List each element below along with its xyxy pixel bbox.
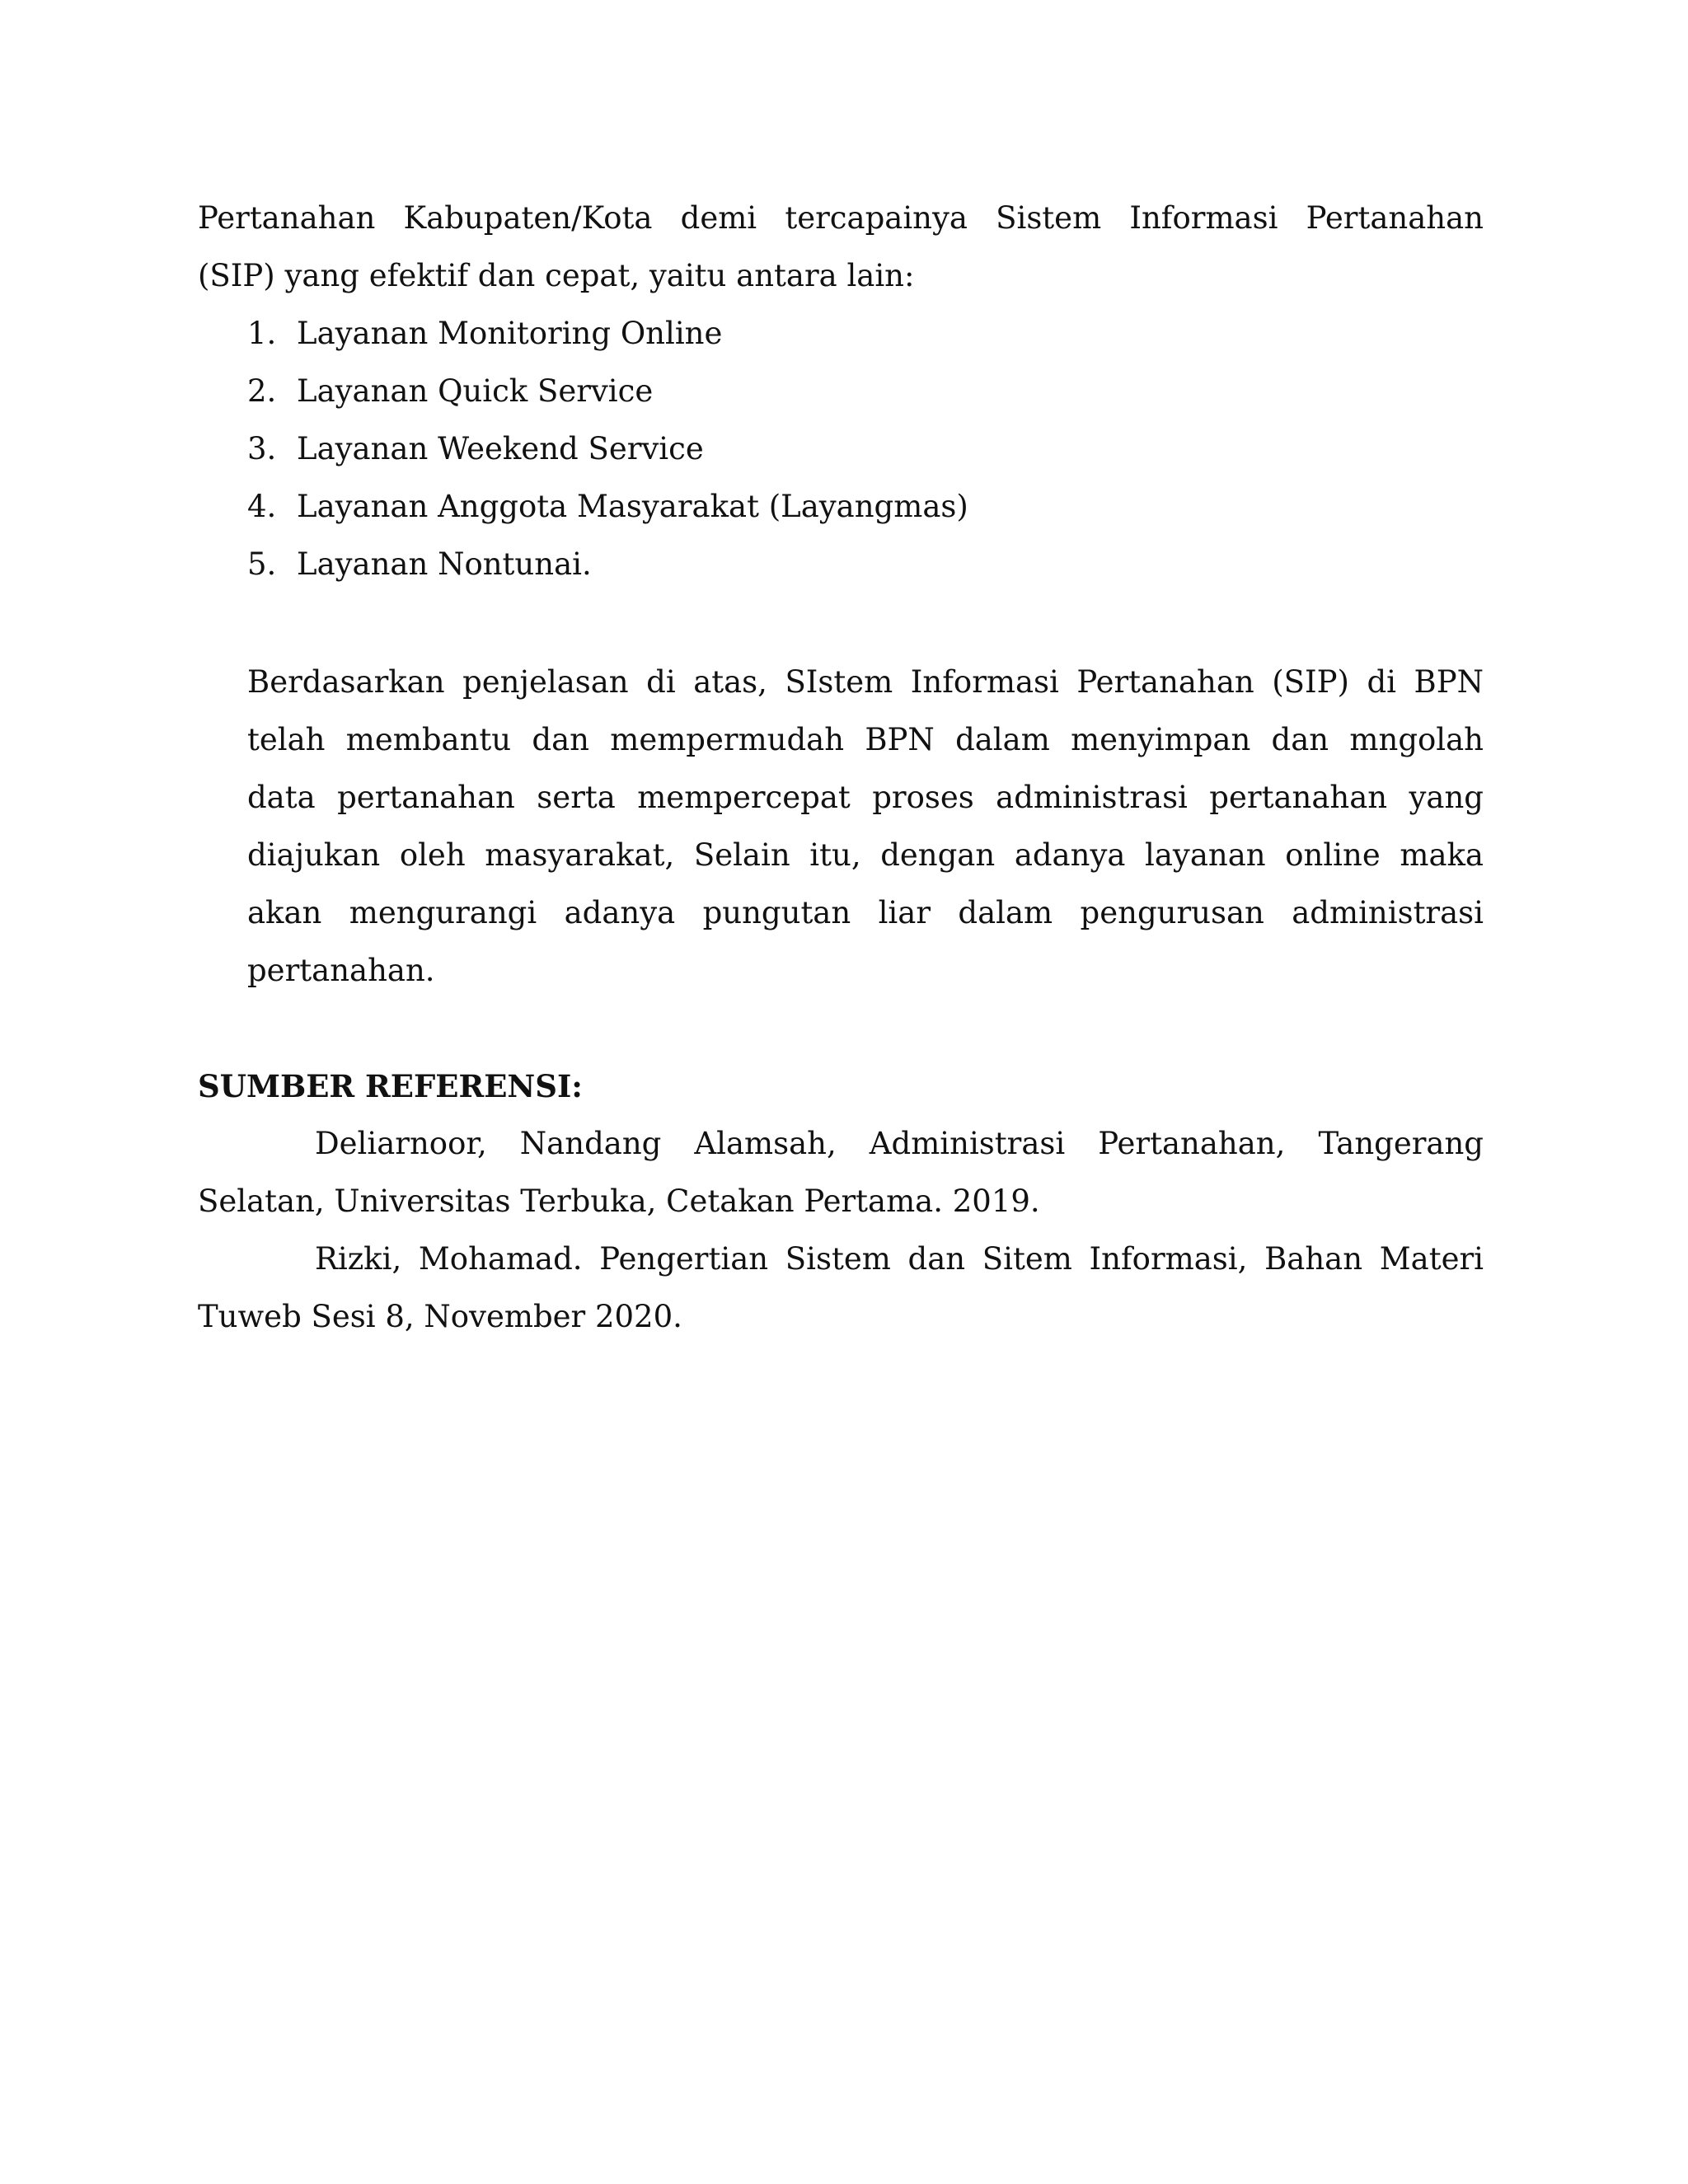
list-item	[247, 536, 968, 593]
list-item-number: 2.	[247, 373, 277, 409]
intro-paragraph	[198, 190, 1484, 305]
list-item	[247, 420, 968, 478]
list-item-number: 4.	[247, 489, 277, 524]
paragraph-line: Berdasarkan penjelasan di atas, SIstem Informasi Pertanahan (SIP) di BPN	[247, 664, 1484, 700]
reference-line: Rizki, Mohamad. Pengertian Sistem dan Sitem Informasi, Bahan Materi	[315, 1241, 1484, 1277]
list-item-label: Layanan Weekend Service	[297, 431, 704, 466]
reference-line: Deliarnoor, Nandang Alamsah, Administrasi Pertanahan, Tangerang	[315, 1126, 1484, 1161]
reference-line: Selatan, Universitas Terbuka, Cetakan Pertama. 2019.	[198, 1183, 1040, 1219]
list-item	[247, 363, 968, 420]
list-item-label: Layanan Quick Service	[297, 373, 654, 409]
references-list	[198, 1115, 1484, 1346]
intro-line: Pertanahan Kabupaten/Kota demi tercapainya Sistem Informasi Pertanahan	[198, 200, 1484, 236]
list-item	[247, 305, 968, 363]
list-item-label: Layanan Nontunai.	[297, 546, 592, 582]
paragraph-line: telah membantu dan mempermudah BPN dalam menyimpan dan mngolah	[247, 722, 1484, 757]
paragraph-line: diajukan oleh masyarakat, Selain itu, dengan adanya layanan online maka	[247, 837, 1484, 873]
list-item-number: 3.	[247, 431, 277, 466]
list-item-label: Layanan Monitoring Online	[297, 316, 723, 351]
intro-line: (SIP) yang efektif dan cepat, yaitu antara lain:	[198, 258, 915, 293]
paragraph-line: pertanahan.	[247, 953, 435, 988]
paragraph-line: akan mengurangi adanya pungutan liar dalam pengurusan administrasi	[247, 895, 1484, 930]
list-item-number: 5.	[247, 546, 277, 582]
list-item-label: Layanan Anggota Masyarakat (Layangmas)	[297, 489, 968, 524]
services-list	[247, 305, 968, 593]
paragraph-line: data pertanahan serta mempercepat proses administrasi pertanahan yang	[247, 780, 1484, 815]
list-item	[247, 478, 968, 536]
reference-item	[198, 1230, 1484, 1346]
reference-line: Tuweb Sesi 8, November 2020.	[198, 1299, 682, 1334]
list-item-number: 1.	[247, 316, 277, 351]
conclusion-paragraph	[247, 654, 1484, 1000]
reference-item	[198, 1115, 1484, 1230]
references-heading: SUMBER REFERENSI:	[198, 1068, 583, 1104]
